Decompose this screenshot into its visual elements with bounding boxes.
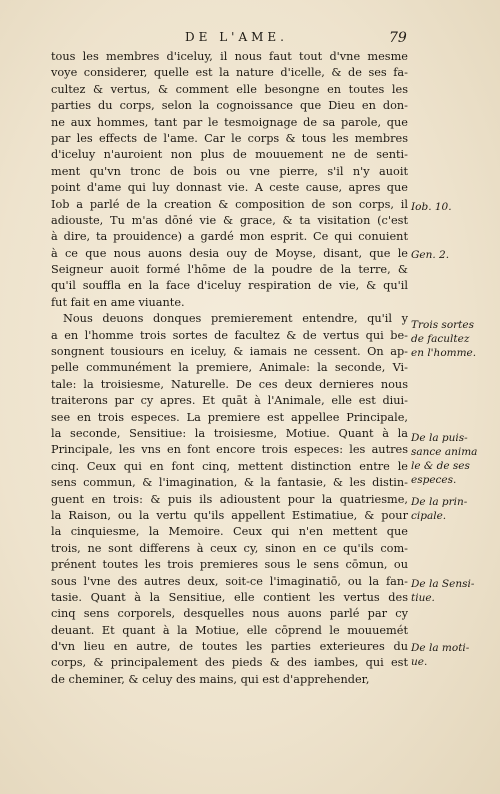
text-line: songnent tousiours en iceluy, & iamais ne cessent. On ap- — [51, 345, 408, 359]
text-line: d'vn lieu en autre, de toutes les parties exterieures du — [51, 640, 408, 654]
text-line: Iob a parlé de la creation & composition de son corps, il — [51, 197, 408, 211]
text-line: la Raison, ou la vertu qu'ils appellent Estimatiue, & pour — [51, 508, 408, 522]
text-line: corps, & principalement des pieds & des iambes, qui est — [51, 656, 408, 670]
margin-note-line: en l'homme. — [411, 347, 477, 359]
text-line: sens commun, & l'imagination, & la fantasie, & les distin- — [51, 476, 408, 490]
text-line: la seconde, Sensitiue: la troisiesme, Motiue. Quant à la — [51, 426, 408, 440]
text-line: cinq. Ceux qui en font cinq, mettent distinction entre le — [51, 459, 408, 473]
text-line: tasie. Quant à la Sensitiue, elle contient les vertus des — [51, 590, 408, 604]
margin-note-line: Iob. 10. — [411, 201, 452, 213]
margin-note-line: cipale. — [411, 510, 447, 522]
running-head: DE L'AME. — [185, 30, 288, 44]
text-line: parties du corps, selon la cognoissance que Dieu en don- — [51, 99, 408, 113]
margin-note-line: especes. — [411, 474, 457, 486]
text-line: cinq sens corporels, desquelles nous auons parlé par cy — [51, 607, 408, 621]
text-line: ne aux hommes, tant par le tesmoignage de sa parole, que — [51, 115, 408, 129]
text-line: la cinquiesme, la Memoire. Ceux qui n'en mettent que — [51, 525, 408, 539]
body-text — [51, 49, 408, 688]
text-line: d'iceluy n'auroient non plus de mouuement ne de senti- — [51, 148, 408, 162]
margin-note-faculties — [411, 318, 497, 360]
margin-note-line: De la puis- — [411, 432, 468, 444]
text-line: prénent toutes les trois premieres sous le sens cōmun, ou — [51, 558, 408, 572]
margin-note-principal — [411, 495, 497, 523]
text-line: sous l'vne des autres deux, soit-ce l'imaginatiō, ou la fan- — [51, 574, 408, 588]
text-line: Principale, les vns en font encore trois especes: les autres — [51, 443, 408, 457]
margin-note-line: De la prin- — [411, 496, 468, 508]
text-line: par les effects de l'ame. Car le corps & tous les membres — [51, 131, 408, 145]
text-line: a en l'homme trois sortes de facultez & de vertus qui be- — [51, 328, 408, 342]
margin-note-animal-power — [411, 431, 497, 487]
margin-note-line: sance anima — [411, 446, 478, 458]
page-number: 79 — [389, 30, 407, 46]
text-line: cultez & vertus, & comment elle besongne en toutes les — [51, 82, 408, 96]
text-line: à dire, ta prouidence) a gardé mon esprit. Ce qui conuient — [51, 230, 408, 244]
text-line: à ce que nous auons desia ouy de Moyse, disant, que le — [51, 246, 408, 260]
margin-note-line: tiue. — [411, 592, 435, 604]
text-line: adiouste, Tu m'as dōné vie & grace, & ta visitation (c'est — [51, 213, 408, 227]
text-line: Seigneur auoit formé l'hōme de la poudre de la terre, & — [51, 263, 408, 277]
text-line: see en trois especes. La premiere est appellee Principale, — [51, 410, 408, 424]
margin-note-line: le & de ses — [411, 460, 470, 472]
text-line: voye considerer, quelle est la nature d'icelle, & de ses fa- — [51, 66, 408, 80]
margin-note-line: de facultez — [411, 333, 470, 345]
text-line: de cheminer, & celuy des mains, qui est d'apprehender, — [51, 672, 370, 686]
text-line: fut fait en ame viuante. — [51, 295, 185, 309]
text-line: Nous deuons donques premierement entendre, qu'il y — [63, 312, 408, 326]
text-line: tous les membres d'iceluy, il nous faut tout d'vne mesme — [51, 50, 408, 63]
margin-note-line: De la moti- — [411, 642, 470, 654]
margin-note-job — [411, 200, 497, 214]
text-line: ment qu'vn tronc de bois ou vne pierre, s'il n'y auoit — [51, 164, 408, 178]
text-line: tale: la troisiesme, Naturelle. De ces deux dernieres nous — [51, 377, 408, 391]
text-line: deuant. Et quant à la Motiue, elle cōprend le mouuemét — [51, 623, 408, 637]
text-line: point d'ame qui luy donnast vie. A ceste cause, apres que — [51, 181, 408, 195]
margin-note-line: Gen. 2. — [411, 249, 450, 261]
text-line: trois, ne sont differens à ceux cy, sinon en ce qu'ils com- — [51, 541, 408, 555]
text-line: traiterons par cy apres. Et quāt à l'Animale, elle est diui- — [51, 394, 408, 408]
text-line: qu'il souffla en la face d'iceluy respiration de vie, & qu'il — [51, 279, 408, 293]
margin-note-genesis — [411, 248, 497, 262]
text-line: pelle communément la premiere, Animale: la seconde, Vi- — [51, 361, 408, 375]
text-line: guent en trois: & puis ils adioustent pour la quatriesme, — [51, 492, 408, 506]
margin-note-motive — [411, 641, 497, 669]
margin-note-sensitive — [411, 577, 497, 605]
margin-note-line: De la Sensi- — [411, 578, 475, 590]
margin-note-line: ue. — [411, 656, 428, 668]
margin-note-line: Trois sortes — [411, 319, 474, 331]
